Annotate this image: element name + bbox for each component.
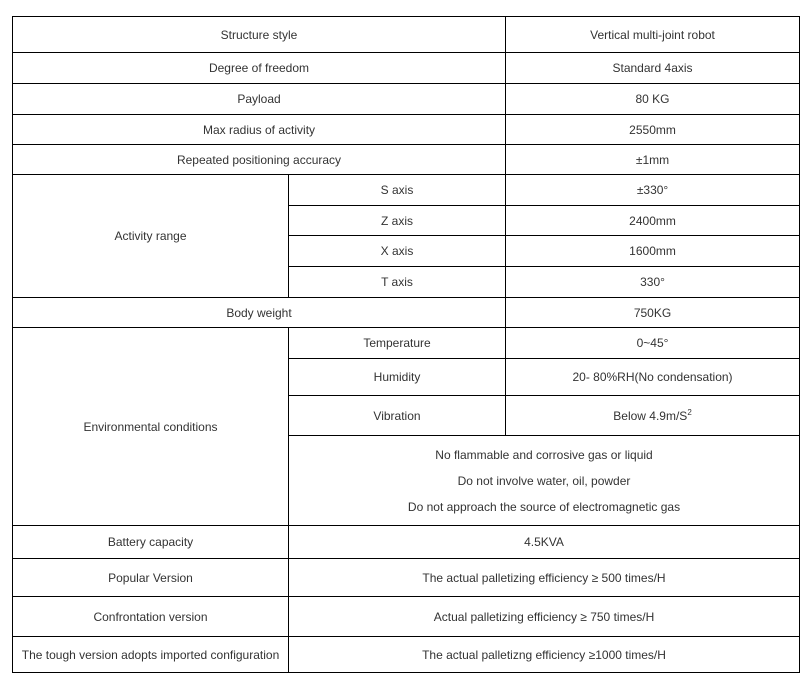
spec-label: Repeated positioning accuracy xyxy=(13,145,506,175)
vibration-value-text: Below 4.9m/S xyxy=(613,408,688,423)
axis-value: ±330° xyxy=(506,175,800,206)
spec-label: Degree of freedom xyxy=(13,53,506,84)
environmental-label: Environmental conditions xyxy=(13,328,289,526)
spec-value: ±1mm xyxy=(506,145,800,175)
env-note: Do not involve water, oil, powder xyxy=(457,473,631,488)
env-condition-value: 0~45° xyxy=(506,328,800,359)
table-row xyxy=(13,637,800,673)
spec-label: Battery capacity xyxy=(13,526,289,559)
table-row xyxy=(13,84,800,115)
env-condition-name: Temperature xyxy=(289,328,506,359)
table-row xyxy=(13,328,800,359)
spec-value: 80 KG xyxy=(506,84,800,115)
axis-value: 1600mm xyxy=(506,236,800,267)
spec-value: 750KG xyxy=(506,298,800,328)
table-row xyxy=(13,53,800,84)
activity-range-label: Activity range xyxy=(13,175,289,298)
axis-name: X axis xyxy=(289,236,506,267)
env-note: Do not approach the source of electromagnetic gas xyxy=(407,499,681,514)
spec-value: 2550mm xyxy=(506,115,800,145)
spec-label: Structure style xyxy=(13,17,506,53)
table-row xyxy=(13,145,800,175)
spec-label: Payload xyxy=(13,84,506,115)
env-condition-name: Vibration xyxy=(289,396,506,436)
version-label: Popular Version xyxy=(13,559,289,597)
version-value: The actual palletizing efficiency ≥ 500 times/H xyxy=(289,559,800,597)
table-row xyxy=(13,597,800,637)
version-label: The tough version adopts imported configuration xyxy=(13,637,289,673)
vibration-exponent: 2 xyxy=(687,407,692,417)
spec-value: Standard 4axis xyxy=(506,53,800,84)
table-row xyxy=(13,298,800,328)
axis-value: 330° xyxy=(506,267,800,298)
env-notes xyxy=(289,436,800,526)
spec-value: 4.5KVA xyxy=(289,526,800,559)
spec-label: Max radius of activity xyxy=(13,115,506,145)
env-condition-value: 20- 80%RH(No condensation) xyxy=(506,359,800,396)
spec-label: Body weight xyxy=(13,298,506,328)
table-row xyxy=(13,526,800,559)
version-value: The actual palletizng efficiency ≥1000 times/H xyxy=(289,637,800,673)
axis-name: Z axis xyxy=(289,206,506,236)
env-note: No flammable and corrosive gas or liquid xyxy=(435,447,653,462)
version-value: Actual palletizing efficiency ≥ 750 times/H xyxy=(289,597,800,637)
axis-value: 2400mm xyxy=(506,206,800,236)
table-row xyxy=(13,115,800,145)
table-row xyxy=(13,17,800,53)
axis-name: T axis xyxy=(289,267,506,298)
env-condition-value xyxy=(506,396,800,436)
version-label: Confrontation version xyxy=(13,597,289,637)
spec-value: Vertical multi-joint robot xyxy=(506,17,800,53)
axis-name: S axis xyxy=(289,175,506,206)
robot-spec-table xyxy=(12,16,800,673)
table-row xyxy=(13,175,800,206)
table-row xyxy=(13,559,800,597)
env-condition-name: Humidity xyxy=(289,359,506,396)
